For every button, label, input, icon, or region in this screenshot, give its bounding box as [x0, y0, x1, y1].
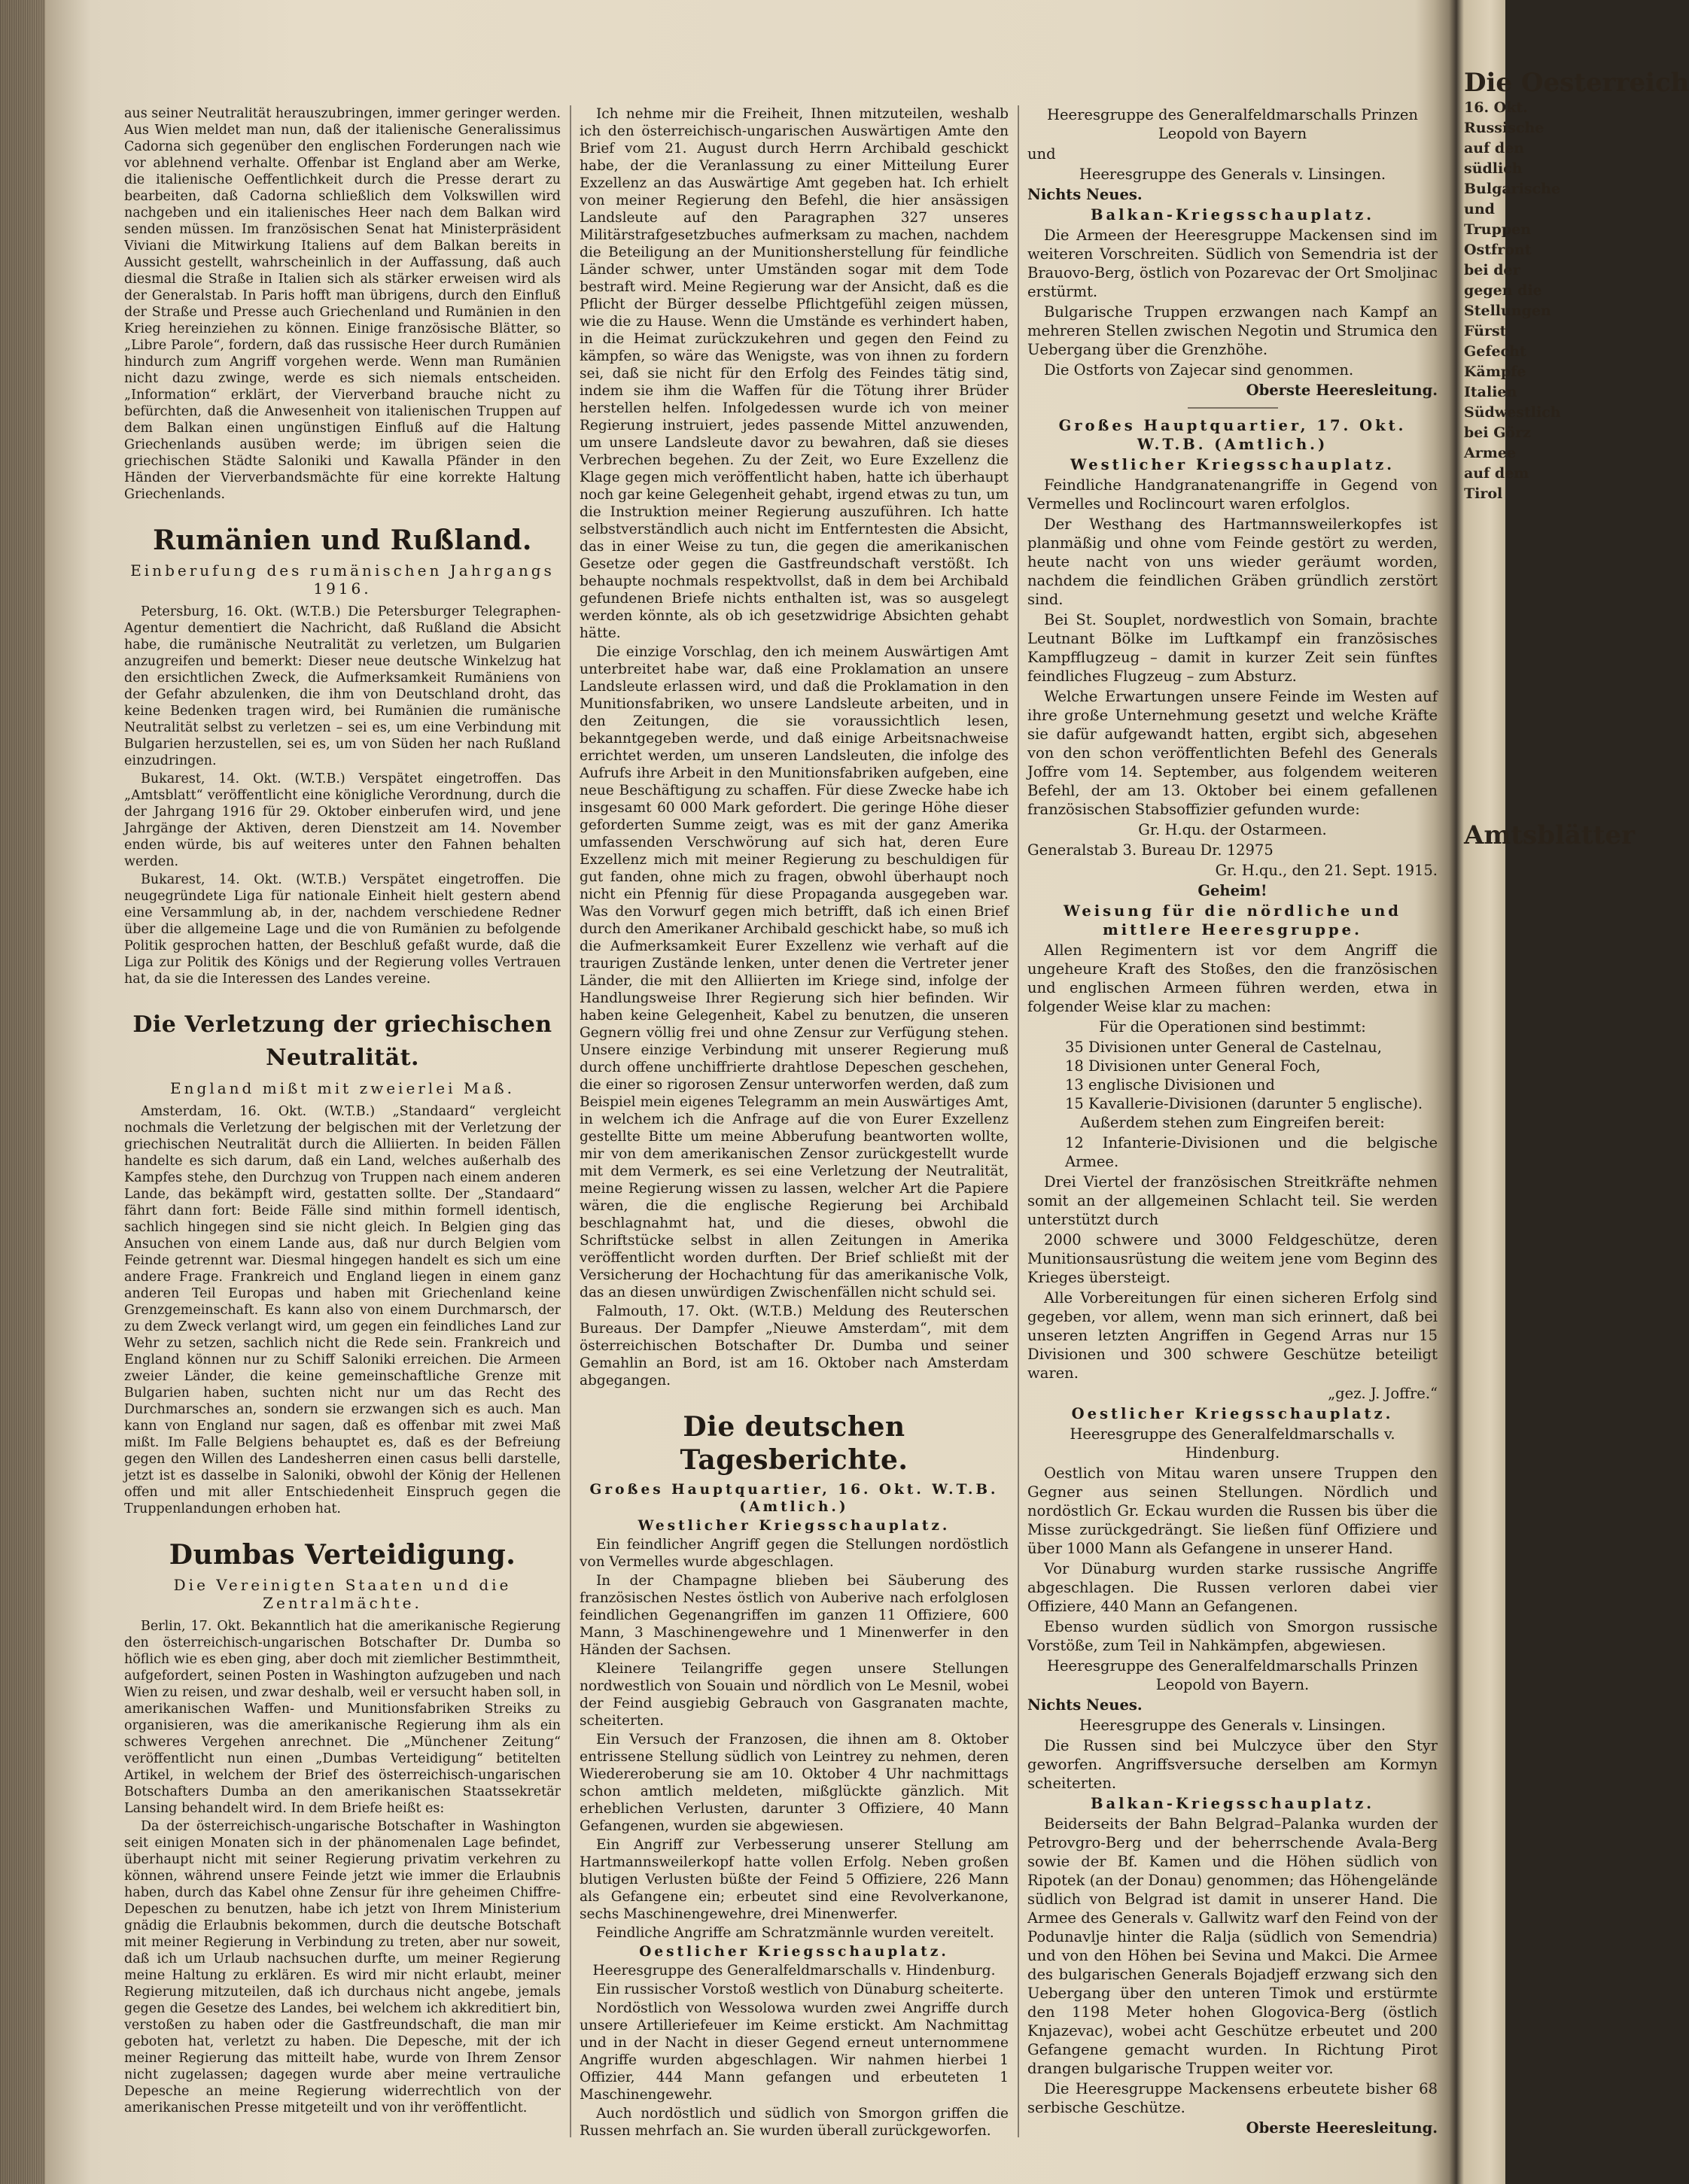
headquarters-line: Großes Hauptquartier, 16. Okt. W.T.B. (Amtlich.)	[589, 1482, 999, 1515]
column-2	[580, 105, 1009, 2141]
intro-paragraph: aus seiner Neutralität herauszubringen, immer geringer werden. Aus Wien meldet man nun, daß der italienische Generalissimus Cadorna sich gegenüber den englischen Forderungen nach wie vor ablehnend verhalte. Offenbar ist England aber am Werke, die italienische Oeffentlichkeit durch die Presse derart zu bearbeiten, daß Cadorna schließlich dem Volkswillen wird nachgeben und ein italienisches Heer nach dem Balkan wird senden müssen. Im französischen Senat hat Ministerpräsident Viviani die Mitwirkung Italiens auf dem Balkan bereits in Aussicht gestellt, wahrscheinlich in der Auffassung, daß auch diesmal die Straße in Italien sich als stärker erweisen wird als der Generalstab. In Paris hofft man übrigens, durch den Einfluß der Straße und Presse auch Griechenland und Rumänien in den Krieg hereinziehen zu können. Einige französische Blätter, so „Libre Parole“, fordern, daß das russische Heer durch Rumänien hindurch zum Angriff vorgehen werde. Wenn man Rumänien nicht dazu zwinge, werde es sich niemals entscheiden. „Information“ erklärt, der Vierverband brauche nicht zu befürchten, daß die Anwesenheit von italienischen Truppen auf dem Balkan einen ungünstigen Einfluß auf die Haltung Griechenlands ausüben werde; im übrigen seien die griechischen Städte Saloniki und Kawalla Pfänder in den Händen der Vierverbandsmächte für eine korrekte Haltung Griechenlands.	[124, 106, 561, 502]
next-page-title: Die Oesterreich	[1464, 68, 1689, 98]
subheading-griechisch: England mißt mit zweierlei Maß.	[170, 1079, 515, 1097]
order-paragraph: Allen Regimentern ist vor dem Angriff die ungeheure Kraft des Stoßes, den die französischen und englischen Armeen führen werden, etwa in folgender Weise klar zu machen:	[1027, 941, 1438, 1015]
army-group-hindenburg: Heeresgruppe des Generalfeldmarschalls v. Hindenburg.	[1070, 1425, 1395, 1462]
next-page-strip	[1464, 68, 1689, 2100]
fragment-line: Truppen	[1464, 221, 1532, 238]
army-group-leopold: Heeresgruppe des Generalfeldmarschalls Prinzen Leopold von Bayern	[1047, 106, 1418, 142]
report-paragraph: Ein Angriff zur Verbesserung unserer Stellung am Hartmannsweilerkopf hatte vollen Erfolg. Neben großen blutigen Verlusten büßte der Feind 5 Offiziere, 226 Mann als Gefangene ein; erbeutet sind eine Revolverkanone, sechs Maschinengewehre, drei Minenwerfer.	[580, 1837, 1009, 1922]
column-rule	[1018, 105, 1019, 2137]
reserve-line: Außerdem stehen zum Eingreifen bereit:	[1080, 1114, 1385, 1131]
column-3	[1027, 105, 1438, 2139]
fragment-line: auf dem	[1464, 465, 1529, 482]
order-paragraph: Alle Vorbereitungen für einen sicheren Erfolg sind gegeben, vor allem, wenn man sich erinnert, daß bei unseren letzten Angriffen in Gegend Arras nur 15 Divisionen und 300 schwere Geschütze beteiligt waren.	[1027, 1289, 1438, 1382]
report-paragraph: Welche Erwartungen unsere Feinde im Westen auf ihre große Unternehmung gesetzt und welche Kräfte sie dafür aufgewandt hatten, ergibt sich, abgesehen von den schon veröffentlichten Befehl des Generals Joffre vom 14. September, aus folgendem weiteren Befehl, der am 13. Oktober bei einem gefallenen französischen Stabsoffizier gefunden wurde:	[1027, 688, 1438, 818]
subheading-dumba: Die Vereinigten Staaten und die Zentralmächte.	[173, 1576, 512, 1612]
article-paragraph: Ich nehme mir die Freiheit, Ihnen mitzuteilen, weshalb ich den österreichisch-ungarischen Auswärtigen Amte den Brief vom 21. August durch Herrn Archibald geschickt habe, der die Veranlassung zu einer Mitteilung Eurer Exzellenz an das Auswärtige Amt gegeben hat. Ich erhielt von meiner Regierung den Befehl, die hier ansässigen Landsleute auf den Paragraphen 327 unseres Militärstrafgesetzbuches aufmerksam zu machen, nachdem die Beteiligung an der Munitionsherstellung für feindliche Länder schwer, unter Umständen sogar mit dem Tode bestraft wird. Meine Regierung war der Ansicht, daß es die Pflicht der Bürger desselbe Pflichtgefühl zeigen müssen, wie die zu Hause. Wenn die Umstände es verhindert haben, in die Heimat zurückzukehren und gegen den Feind zu kämpfen, so wäre das Wenigste, was von ihnen zu fordern sei, daß sie nicht für den Erfolg des Feindes tätig sind, indem sie ihm die Waffen für die Tötung ihrer Brüder herstellen helfen. Infolgedessen wurde ich von meiner Regierung instruiert, jedes passende Mittel anzuwenden, um unsere Landsleute davor zu bewahren, daß sie dieses Verbrechen begehen. Zu der Zeit, wo Eure Exzellenz die Klage gegen mich veröffentlicht haben, hatte ich überhaupt noch gar keine Gelegenheit gehabt, irgend etwas zu tun, um die Instruktion meiner Regierung auszuführen. Ich hatte selbstverständlich auch nicht im Entferntesten die Absicht, das in einer Weise zu tun, die gegen die amerikanischen Gesetze oder gegen die Gastfreundschaft verstößt. Ich behaupte nochmals respektvollst, daß in dem bei Archibald gefundenen Briefe nichts enthalten ist, was so ausgelegt werden könnte, als ob ich gesetzwidrige Absichten gehabt hätte.	[580, 106, 1009, 641]
next-page-masthead: Amtsblätter	[1464, 820, 1635, 850]
fragment-line: bei der	[1464, 262, 1520, 278]
fragment-line: Armee	[1464, 445, 1517, 461]
fragment-line: Bulgarische	[1464, 181, 1561, 197]
report-paragraph: Ebenso wurden südlich von Smorgon russische Vorstöße, zum Teil in Nahkämpfen, abgewiesen.	[1027, 1618, 1438, 1654]
report-paragraph: Bei St. Souplet, nordwestlich von Somain, brachte Leutnant Bölke im Luftkampf ein französisches Kampfflugzeug – damit in kurzer Zeit sein fünftes feindliches Flugzeug – zum Absturz.	[1027, 611, 1438, 685]
report-paragraph: Vor Dünaburg wurden starke russische Angriffe abgeschlagen. Die Russen verloren dabei vier Offiziere, 440 Mann an Gefangenen.	[1027, 1560, 1438, 1615]
fragment-line: bei Görz	[1464, 424, 1531, 441]
nothing-new: Nichts Neues.	[1027, 1696, 1143, 1714]
order-header: Gr. H.qu. der Ostarmeen.	[1138, 821, 1327, 838]
report-paragraph: Die Russen sind bei Mulczyce über den Styr geworfen. Angriffsversuche derselben am Kormyn scheiterten.	[1027, 1737, 1438, 1792]
order-date: Gr. H.qu., den 21. Sept. 1915.	[1215, 862, 1438, 879]
fragment-line: 16. Okt.	[1464, 99, 1528, 116]
nothing-new: Nichts Neues.	[1027, 186, 1143, 203]
report-paragraph: Ein Versuch der Franzosen, die ihnen am 8. Oktober entrissene Stellung südlich von Leintrey zu nehmen, deren Wiedereroberung sie am 10. Oktober 4 Uhr nachmittags schon amtlich meldeten, mißglückte gänzlich. Mit erheblichen Verlusten, darunter 3 Offiziere, 40 Mann Gefangenen, wurden sie abgewiesen.	[580, 1732, 1009, 1834]
report-paragraph: In der Champagne blieben bei Säuberung des französischen Nestes östlich von Auberive nach erfolglosen feindlichen Gegenangriffen im ganzen 11 Offiziere, 600 Mann, 3 Maschinengewehre und 1 Minenwerfer in den Händen der Sachsen.	[580, 1573, 1009, 1658]
fragment-line: Italien	[1464, 384, 1517, 400]
report-paragraph: Der Westhang des Hartmannsweilerkopfes ist planmäßig und ohne vom Feinde gestört zu werden, heute nacht von uns wieder geräumt worden, nachdem die feindlichen Gräben gründlich zerstört sind.	[1027, 516, 1438, 608]
order-number: Generalstab 3. Bureau Dr. 12975	[1027, 841, 1274, 859]
report-paragraph: Die Armeen der Heeresgruppe Mackensen sind im weiteren Vorschreiten. Südlich von Semendria ist der Brauovo-Berg, östlich von Pozarevac der Ort Smoljinac erstürmt.	[1027, 227, 1438, 300]
army-group-hindenburg: Heeresgruppe des Generalfeldmarschalls v. Hindenburg.	[592, 1963, 996, 1979]
report-paragraph: Die Heeresgruppe Mackensens erbeutete bisher 68 serbische Geschütze.	[1027, 2080, 1438, 2116]
section-ost: Oestlicher Kriegsschauplatz.	[639, 1944, 949, 1960]
fragment-line: Tirol	[1464, 485, 1503, 502]
order-paragraph: Drei Viertel der französischen Streitkräfte nehmen somit an der allgemeinen Schlacht teil. Sie werden unterstützt durch	[1027, 1173, 1438, 1228]
report-paragraph: Ein russischer Vorstoß westlich von Dünaburg scheiterte.	[596, 1982, 1004, 1997]
list-item: 15 Kavallerie-Divisionen (darunter 5 englische).	[1065, 1095, 1423, 1112]
order-paragraph: 2000 schwere und 3000 Feldgeschütze, deren Munitionsausrüstung die weitem jene vom Beginn des Krieges übersteigt.	[1027, 1231, 1438, 1286]
fragment-line: Russische	[1464, 120, 1544, 136]
section-ost: Oestlicher Kriegsschauplatz.	[1071, 1405, 1394, 1422]
fragment-line: gegen die	[1464, 282, 1542, 299]
reserve-value: 12 Infanterie-Divisionen und die belgische Armee.	[1065, 1134, 1438, 1170]
directive-title: Weisung für die nördliche und mittlere Heeresgruppe.	[1064, 902, 1401, 938]
article-paragraph: Bukarest, 14. Okt. (W.T.B.) Verspätet eingetroffen. Das „Amtsblatt“ veröffentlicht eine königliche Verordnung, durch die der Jahrgang 1916 für 29. Oktober einberufen wird, und jene Jahrgänge der Aktiven, deren Dienstzeit am 14. November enden würde, bis auf weiteres unter den Fahnen behalten werden.	[124, 771, 561, 869]
report-paragraph: Feindliche Handgranatenangriffe in Gegend von Vermelles und Roclincourt waren erfolglos.	[1027, 476, 1438, 513]
article-paragraph: Amsterdam, 16. Okt. (W.T.B.) „Standaard“ vergleicht nochmals die Verletzung der belgischen mit der Verletzung der griechischen Neutralität durch die Alliierten. In beiden Fällen handelte es sich darum, daß ein Land, welches außerhalb des Kampfes stehe, den Durchzug von Truppen nach einem anderen Lande, das bekämpft wird, gestatten sollte. Der „Standaard“ fährt dann fort: Beide Fälle sind mithin formell identisch, sachlich hingegen sind sie nicht gleich. In Belgien ging das Ansuchen von einem Lande aus, daß nur durch Belgien vom Feinde getrennt war. Diesmal hingegen handelt es sich um eine andere Frage. Frankreich und England liegen in einem ganz anderen Teil Europas und haben mit Griechenland keine Grenzgemeinschaft. Es kann also von einem Durchmarsch, der zu dem Zweck verlangt wird, um gegen ein feindliches Land zur Wehr zu setzen, sachlich nicht die Rede sein. Frankreich und England können nur zu Schiff Saloniki erreichen. Die Armeen zweier Länder, die keine gemeinschaftliche Grenze mit Bulgarien haben, suchten nicht nur um das Recht des Durchmarsches an, sondern sie erzwangen sich es auch. Man kann von England nur sagen, daß es offenbar mit zwei Maß mißt. Im Falle Belgiens behauptet es, daß es der Befreiung gegen den Willen des Landesherren einen casus belli darstelle, jetzt ist es dasselbe in Saloniki, obwohl der König der Hellenen offen und mit aller Entschiedenheit Einspruch gegen die Truppenlandungen erhoben hat.	[124, 1104, 561, 1516]
heading-griechisch: Die Verletzung der griechischen Neutralität.	[132, 1011, 552, 1071]
report-paragraph: Die Ostforts von Zajecar sind genommen.	[1044, 361, 1354, 379]
section-west: Westlicher Kriegsschauplatz.	[638, 1518, 951, 1534]
army-group-leopold: Heeresgruppe des Generalfeldmarschalls Prinzen Leopold von Bayern.	[1047, 1657, 1418, 1693]
report-paragraph: Bulgarische Truppen erzwangen nach Kampf an mehreren Stellen zwischen Negotin und Strumica den Uebergang über die Grenzhöhe.	[1027, 303, 1438, 358]
heading-dumba: Dumbas Verteidigung.	[169, 1539, 516, 1571]
article-paragraph: Petersburg, 16. Okt. (W.T.B.) Die Petersburger Telegraphen-Agentur dementiert die Nachricht, daß Rußland die Absicht habe, die rumänische Neutralität zu verletzen, um Bulgarien anzugreifen und bemerkt: Dieser neue deutsche Winkelzug hat den ersichtlichen Zweck, die Aufmerksamkeit Rumäniens von der Gefahr abzulenken, die ihm von Deutschland droht, das keine Bedenken tragen wird, bei Rumänien die rumänische Neutralität selbst zu verletzen – sei es, um eine Verbindung mit Bulgarien herzustellen, sei es, um von Süden her nach Rußland einzudringen.	[124, 604, 561, 768]
subheading-rumaenien: Einberufung des rumänischen Jahrgangs 1916.	[130, 561, 555, 598]
section-west: Westlicher Kriegsschauplatz.	[1070, 456, 1395, 473]
conjunction: und	[1027, 145, 1056, 163]
fragment-line: Ostfront	[1464, 242, 1532, 258]
report-paragraph: Beiderseits der Bahn Belgrad–Palanka wurden der Petrovgro-Berg und der beherrschende Avala-Berg sowie der Bf. Kamen und die Höhen südlich von Ripotek (an der Donau) genommen; das Höhengelände südlich von Belgrad ist damit in unserer Hand. Die Armee des Generals v. Gallwitz warf den Feind von der Podunavlje hinter die Ralja (südlich von Semendria) und von den Höhen bei Sevina und Makci. Die Armee des bulgarischen Generals Bojadjeff erzwang sich den Uebergang über den unteren Timok und erstürmte den 1198 Meter hohen Glogovica-Berg (östlich Knjazevac), wobei acht Geschütze erbeutet und 200 Gefangene gemacht wurden. In Richtung Pirot drangen bulgarische Truppen weiter vor.	[1027, 1815, 1438, 2077]
report-paragraph: Nordöstlich von Wessolowa wurden zwei Angriffe durch unsere Artilleriefeuer im Keime erstickt. Am Nachmittag und in der Nacht in dieser Gegend erneut unternommene Angriffe wurden abgeschlagen. Wir nahmen hierbei 1 Offizier, 444 Mann gefangen und erbeuteten 1 Maschinengewehr.	[580, 2000, 1009, 2103]
fragment-line: auf den	[1464, 140, 1525, 157]
report-paragraph: Auch nordöstlich und südlich von Smorgon griffen die Russen mehrfach an. Sie wurden überall zurückgeworfen.	[580, 2106, 1009, 2139]
report-paragraph: Feindliche Angriffe am Schratzmännle wurden vereitelt.	[596, 1925, 994, 1941]
secret-mark: Geheim!	[1198, 882, 1268, 899]
article-paragraph: Bukarest, 14. Okt. (W.T.B.) Verspätet eingetroffen. Die neugegründete Liga für nationale Einheit hielt gestern abend eine Versammlung ab, in der, nachdem verschiedene Redner über die allgemeine Lage und die von Rumänien zu befolgende Politik gesprochen hatten, der Beschluß gefaßt wurde, daß die Liga zur Politik des Königs und der Regierung volles Vertrauen hat, da sie die Interessen des Landes vereine.	[124, 872, 561, 987]
separator	[1188, 407, 1278, 409]
fragment-line: Kämpfe	[1464, 363, 1526, 380]
report-paragraph: Oestlich von Mitau waren unsere Truppen den Gegner aus seinen Stellungen. Nördlich und nordöstlich Gr. Eckau wurden die Russen bis über die Misse zurückgedrängt. Sie ließen fünf Offiziere und über 1000 Mann als Gefangene in unserer Hand.	[1027, 1465, 1438, 1557]
list-item: 35 Divisionen unter General de Castelnau,	[1065, 1039, 1382, 1056]
heading-rumaenien: Rumänien und Rußland.	[153, 525, 532, 556]
heading-tagesberichte: Die deutschen Tagesberichte.	[680, 1411, 908, 1476]
column-rule	[570, 105, 571, 2137]
list-item: 18 Divisionen unter General Foch,	[1065, 1057, 1321, 1075]
order-operations: Für die Operationen sind bestimmt:	[1099, 1018, 1366, 1036]
headquarters-line: Großes Hauptquartier, 17. Okt. W.T.B. (Amtlich.)	[1058, 417, 1407, 453]
fragment-line: Südwestlich	[1464, 404, 1561, 421]
report-paragraph: Kleinere Teilangriffe gegen unsere Stellungen nordwestlich von Souain und nördlich von Le Mesnil, wobei der Feind ausgiebig Gebrauch von Gasgranaten machte, scheiterten.	[580, 1661, 1009, 1729]
report-paragraph: Ein feindlicher Angriff gegen die Stellungen nordöstlich von Vermelles wurde abgeschlagen.	[580, 1537, 1009, 1570]
column-1	[124, 105, 561, 2118]
book-spine-edge	[0, 0, 45, 2184]
article-paragraph: Die einzige Vorschlag, den ich meinem Auswärtigen Amt unterbreitet habe war, daß eine Proklamation an unsere Landsleute erlassen wird, und daß die Proklamation in den Munitionsfabriken, wo unsere Landsleute arbeiten, und in den Zeitungen, die sie voraussichtlich lesen, bekanntgegeben werde, und daß einige Arbeitsnachweise errichtet werden, um unseren Landsleuten, die infolge des Aufrufs ihre Arbeit in den Munitionsfabriken aufgeben, eine neue Beschäftigung zu schaffen. Für diese Zwecke habe ich insgesamt 60 000 Mark gefordert. Die geringe Höhe dieser geforderten Summe zeigt, was es mit der ganz Amerika umfassenden Verschwörung auf sich hat, deren Eure Exzellenz mich mit meiner Regierung zu beschuldigen für gut fanden, ohne mich zu fragen, obwohl überhaupt noch nicht ein Pfennig für diese Propaganda ausgegeben war. Was den Vorwurf gegen mich betrifft, daß ich einen Brief durch den Amerikaner Archibald geschickt habe, so muß ich die Aufmerksamkeit Eurer Exzellenz wie verhaft auf die traurigen Zustände lenken, unter denen die Vertreter jener Länder, die mit den Alliierten im Kriege sind, infolge der Handlungsweise Ihrer Regierung sich hier befinden. Wir haben keine Gelegenheit, Kabel zu benutzen, die unseren Gegnern völlig frei und ohne Zensur zur Verfügung stehen. Unsere einzige Verbindung mit unserer Regierung muß durch offene unchiffrierte drahtlose Depeschen geschehen, die einer so rigorosen Zensur unterworfen werden, daß zum Beispiel mein eigenes Telegramm an mein Auswärtiges Amt, in welchem ich die Anfrage auf die von Eurer Exzellenz gestellte Bitte um meine Abberufung beantworten wollte, mir von dem amerikanischen Zensor zurückgestellt wurde mit dem Vermerk, es sei eine Verletzung der Neutralität, meine Regierung wissen zu lassen, welcher Art die Papiere wären, die die englische Regierung bei Archibald beschlagnahmt hat, und die dieses, obwohl die Schriftstücke selbst in allen Zeitungen in Amerika veröffentlicht worden durften. Der Brief schließt mit der Versicherung der Hochachtung für das amerikanische Volk, das an diesen unwürdigen Zwischenfällen nicht schuld sei.	[580, 644, 1009, 1300]
fragment-line: südlich	[1464, 160, 1523, 177]
signature-ohl: Oberste Heeresleitung.	[1246, 382, 1438, 399]
army-group-linsingen: Heeresgruppe des Generals v. Linsingen.	[1079, 166, 1386, 183]
order-signature: „gez. J. Joffre.“	[1328, 1385, 1438, 1402]
list-item: 13 englische Divisionen und	[1065, 1076, 1275, 1094]
signature-ohl: Oberste Heeresleitung.	[1246, 2119, 1438, 2137]
fragment-line: und	[1464, 201, 1495, 217]
section-balkan: Balkan-Kriegsschauplatz.	[1091, 1795, 1374, 1812]
fragment-line: Gefecht	[1464, 343, 1526, 360]
fragment-line: Stellungen	[1464, 303, 1551, 319]
section-balkan: Balkan-Kriegsschauplatz.	[1091, 206, 1374, 224]
article-paragraph: Berlin, 17. Okt. Bekanntlich hat die amerikanische Regierung den österreichisch-ungarischen Botschafter Dr. Dumba so höflich wie es eben ging, aber doch mit ziemlicher Bestimmtheit, aufgefordert, seinen Posten in Washington aufzugeben und nach Wien zu reisen, und zwar deshalb, weil er versucht haben soll, in amerikanischen Waffen- und Munitionsfabriken Streiks zu organisieren, was die amerikanische Regierung ihm als ein schweres Vergehen anrechnet. Die „Münchener Zeitung“ veröffentlicht nun einen „Dumbas Verteidigung“ betitelten Artikel, in welchem der Brief des österreichisch-ungarischen Botschafters Dumba an den amerikanischen Staatssekretär Lansing behandelt wird. In dem Briefe heißt es:	[124, 1619, 561, 1816]
article-paragraph: Falmouth, 17. Okt. (W.T.B.) Meldung des Reuterschen Bureaus. Der Dampfer „Nieuwe Amsterdam“, mit dem österreichischen Botschafter Dr. Dumba und seiner Gemahlin an Bord, ist am 16. Oktober nach Amsterdam abgegangen.	[580, 1303, 1009, 1389]
army-group-linsingen: Heeresgruppe des Generals v. Linsingen.	[1079, 1717, 1386, 1734]
divisions-list	[1065, 1038, 1438, 1113]
fragment-line: Fürst	[1464, 323, 1507, 339]
article-paragraph: Da der österreichisch-ungarische Botschafter in Washington seit einigen Monaten sich in der phänomenalen Lage befindet, überhaupt nicht mit seiner Regierung privatim verkehren zu können, während unsere Feinde jetzt wie immer die Erlaubnis haben, durch das Kabel ohne Zensur für ihre geheimen Chiffre-Depeschen zu benutzen, habe ich jetzt von Ihrem Ministerium gnädig die Erlaubnis bekommen, durch die deutsche Botschaft mit meiner Regierung in Verbindung zu treten, aber nur soweit, daß ich um Urlaub nachsuchen durfte, um meiner Regierung meine Haltung zu erklären. Es wird mir nicht erlaubt, meiner Regierung mitzuteilen, daß ich durchaus nicht angebe, jemals gegen die Gesetze des Landes, bei welchem ich akkreditiert bin, verstoßen zu haben oder die Gastfreundschaft, die man mir geboten hat, verletzt zu haben. Die Depesche, mit der ich meiner Regierung das mitteilt habe, wurde von Ihrem Zensor nicht zugelassen; dagegen wurde aber meine vertrauliche Depesche an meine Regierung widerrechtlich von der amerikanischen Presse mitgeteilt und von ihr veröffentlicht.	[124, 1819, 561, 2116]
